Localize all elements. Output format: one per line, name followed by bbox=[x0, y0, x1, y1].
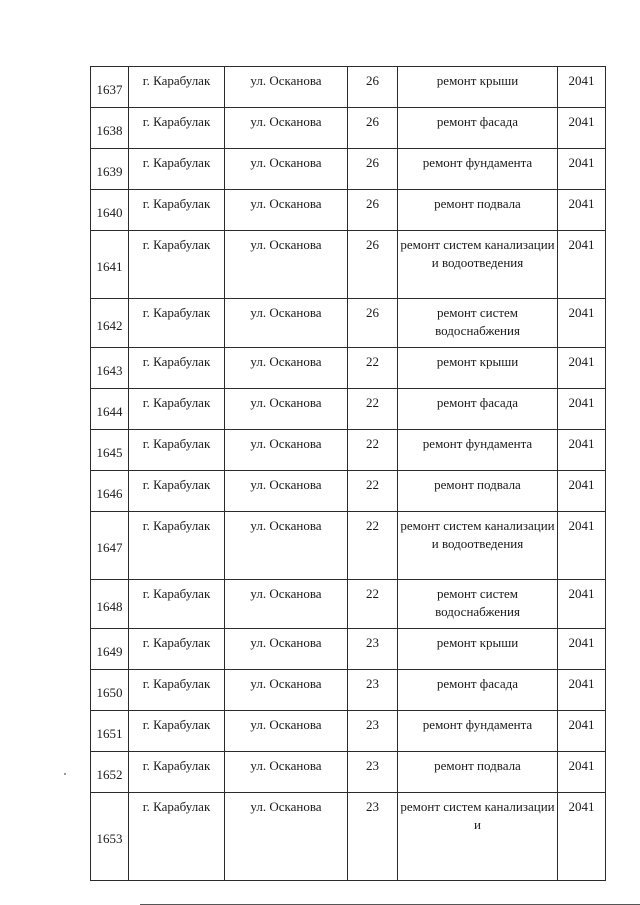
row-number-cell bbox=[91, 629, 129, 670]
year-cell bbox=[558, 299, 606, 348]
table-row bbox=[91, 149, 606, 190]
street-cell bbox=[225, 752, 348, 793]
row-number-cell bbox=[91, 471, 129, 512]
year-cell bbox=[558, 108, 606, 149]
street-cell bbox=[225, 580, 348, 629]
row-number-cell-text: 1640 bbox=[96, 204, 123, 220]
repair-type-cell-text: ремонт систем водоснабжения bbox=[435, 305, 520, 338]
repair-type-cell-text: ремонт фундамента bbox=[422, 155, 533, 170]
house-number-cell bbox=[348, 430, 398, 471]
street-cell-text: ул. Осканова bbox=[250, 676, 322, 691]
row-number-cell-text: 1649 bbox=[96, 643, 123, 659]
street-cell bbox=[225, 231, 348, 299]
row-number-cell-text: 1650 bbox=[96, 684, 123, 700]
row-number-cell bbox=[91, 670, 129, 711]
year-cell-text: 2041 bbox=[568, 73, 595, 88]
table-row bbox=[91, 231, 606, 299]
house-number-cell bbox=[348, 190, 398, 231]
row-number-cell bbox=[91, 108, 129, 149]
row-number-cell bbox=[91, 348, 129, 389]
year-cell-text: 2041 bbox=[568, 717, 595, 732]
house-number-cell-text: 22 bbox=[366, 477, 379, 492]
row-number-cell bbox=[91, 299, 129, 348]
city-cell bbox=[129, 471, 225, 512]
row-number-cell-text: 1651 bbox=[96, 725, 123, 741]
repair-type-cell bbox=[398, 348, 558, 389]
street-cell bbox=[225, 670, 348, 711]
repair-type-cell-text: ремонт фасада bbox=[436, 395, 519, 410]
table-row bbox=[91, 299, 606, 348]
row-number-cell bbox=[91, 512, 129, 580]
row-number-cell-text: 1639 bbox=[96, 163, 123, 179]
row-number-cell bbox=[91, 580, 129, 629]
table-row bbox=[91, 190, 606, 231]
street-cell-text: ул. Осканова bbox=[250, 155, 322, 170]
year-cell bbox=[558, 231, 606, 299]
street-cell bbox=[225, 629, 348, 670]
row-number-cell bbox=[91, 752, 129, 793]
year-cell bbox=[558, 711, 606, 752]
city-cell-text: г. Карабулак bbox=[142, 237, 211, 252]
row-number-cell-text: 1642 bbox=[96, 317, 123, 333]
city-cell-text: г. Карабулак bbox=[142, 155, 211, 170]
table-row bbox=[91, 471, 606, 512]
repair-type-cell bbox=[398, 580, 558, 629]
house-number-cell-text: 26 bbox=[366, 305, 379, 320]
year-cell bbox=[558, 430, 606, 471]
street-cell-text: ул. Осканова bbox=[250, 395, 322, 410]
repair-type-cell-text: ремонт систем канализации и водоотведения bbox=[400, 237, 555, 270]
street-cell bbox=[225, 471, 348, 512]
repair-type-cell-text: ремонт крыши bbox=[436, 635, 519, 650]
year-cell-text: 2041 bbox=[568, 758, 595, 773]
street-cell bbox=[225, 299, 348, 348]
house-number-cell bbox=[348, 752, 398, 793]
row-number-cell bbox=[91, 793, 129, 881]
year-cell-text: 2041 bbox=[568, 477, 595, 492]
year-cell bbox=[558, 629, 606, 670]
year-cell-text: 2041 bbox=[568, 635, 595, 650]
city-cell bbox=[129, 793, 225, 881]
repair-type-cell-text: ремонт систем канализации и водоотведения bbox=[400, 518, 555, 551]
repair-type-cell-text: ремонт систем канализации и bbox=[400, 799, 555, 832]
table-row bbox=[91, 629, 606, 670]
repair-type-cell bbox=[398, 67, 558, 108]
repair-type-cell-text: ремонт подвала bbox=[434, 477, 521, 492]
city-cell bbox=[129, 580, 225, 629]
city-cell-text: г. Карабулак bbox=[142, 436, 211, 451]
city-cell-text: г. Карабулак bbox=[142, 758, 211, 773]
year-cell bbox=[558, 512, 606, 580]
city-cell bbox=[129, 670, 225, 711]
year-cell bbox=[558, 67, 606, 108]
table-row bbox=[91, 711, 606, 752]
repair-type-cell bbox=[398, 108, 558, 149]
street-cell-text: ул. Осканова bbox=[250, 237, 322, 252]
city-cell bbox=[129, 512, 225, 580]
year-cell bbox=[558, 348, 606, 389]
city-cell bbox=[129, 629, 225, 670]
year-cell bbox=[558, 471, 606, 512]
street-cell-text: ул. Осканова bbox=[250, 477, 322, 492]
street-cell bbox=[225, 67, 348, 108]
city-cell-text: г. Карабулак bbox=[142, 305, 211, 320]
repair-type-cell bbox=[398, 752, 558, 793]
city-cell-text: г. Карабулак bbox=[142, 799, 211, 814]
table-row bbox=[91, 348, 606, 389]
row-number-cell bbox=[91, 711, 129, 752]
repair-type-cell-text: ремонт фасада bbox=[436, 676, 519, 691]
year-cell-text: 2041 bbox=[568, 237, 595, 252]
city-cell bbox=[129, 299, 225, 348]
year-cell-text: 2041 bbox=[568, 114, 595, 129]
year-cell bbox=[558, 580, 606, 629]
year-cell bbox=[558, 793, 606, 881]
table-row bbox=[91, 512, 606, 580]
year-cell bbox=[558, 752, 606, 793]
house-number-cell-text: 22 bbox=[366, 436, 379, 451]
year-cell-text: 2041 bbox=[568, 395, 595, 410]
repair-type-cell-text: ремонт фундамента bbox=[422, 717, 533, 732]
table-row bbox=[91, 793, 606, 881]
street-cell-text: ул. Осканова bbox=[250, 114, 322, 129]
street-cell-text: ул. Осканова bbox=[250, 586, 322, 601]
house-number-cell bbox=[348, 299, 398, 348]
house-number-cell bbox=[348, 67, 398, 108]
house-number-cell bbox=[348, 793, 398, 881]
street-cell bbox=[225, 389, 348, 430]
house-number-cell-text: 23 bbox=[366, 799, 379, 814]
row-number-cell-text: 1641 bbox=[96, 259, 123, 274]
house-number-cell-text: 22 bbox=[366, 354, 379, 369]
year-cell-text: 2041 bbox=[568, 155, 595, 170]
year-cell-text: 2041 bbox=[568, 676, 595, 691]
street-cell bbox=[225, 430, 348, 471]
repair-type-cell bbox=[398, 430, 558, 471]
street-cell bbox=[225, 108, 348, 149]
year-cell bbox=[558, 389, 606, 430]
year-cell bbox=[558, 670, 606, 711]
row-number-cell-text: 1638 bbox=[96, 122, 123, 138]
table-row bbox=[91, 67, 606, 108]
year-cell-text: 2041 bbox=[568, 799, 595, 814]
repair-type-cell-text: ремонт фундамента bbox=[422, 436, 533, 451]
street-cell-text: ул. Осканова bbox=[250, 305, 322, 320]
house-number-cell bbox=[348, 512, 398, 580]
street-cell-text: ул. Осканова bbox=[250, 354, 322, 369]
row-number-cell bbox=[91, 149, 129, 190]
house-number-cell-text: 22 bbox=[366, 586, 379, 601]
row-number-cell-text: 1637 bbox=[96, 81, 123, 97]
street-cell bbox=[225, 711, 348, 752]
row-number-cell-text: 1648 bbox=[96, 598, 123, 614]
year-cell-text: 2041 bbox=[568, 196, 595, 211]
row-number-cell bbox=[91, 389, 129, 430]
year-cell-text: 2041 bbox=[568, 354, 595, 369]
house-number-cell bbox=[348, 149, 398, 190]
repair-type-cell-text: ремонт крыши bbox=[436, 73, 519, 88]
table-row bbox=[91, 108, 606, 149]
table-row bbox=[91, 670, 606, 711]
city-cell-text: г. Карабулак bbox=[142, 395, 211, 410]
year-cell-text: 2041 bbox=[568, 436, 595, 451]
row-number-cell-text: 1652 bbox=[96, 766, 123, 782]
repair-type-cell bbox=[398, 471, 558, 512]
city-cell bbox=[129, 190, 225, 231]
city-cell-text: г. Карабулак bbox=[142, 717, 211, 732]
house-number-cell-text: 22 bbox=[366, 518, 379, 533]
street-cell-text: ул. Осканова bbox=[250, 717, 322, 732]
year-cell-text: 2041 bbox=[568, 586, 595, 601]
house-number-cell bbox=[348, 670, 398, 711]
street-cell-text: ул. Осканова bbox=[250, 758, 322, 773]
repair-type-cell bbox=[398, 670, 558, 711]
house-number-cell-text: 22 bbox=[366, 395, 379, 410]
city-cell bbox=[129, 711, 225, 752]
street-cell-text: ул. Осканова bbox=[250, 518, 322, 533]
table-body bbox=[91, 67, 606, 881]
repair-type-cell-text: ремонт систем водоснабжения bbox=[435, 586, 520, 619]
row-number-cell-text: 1645 bbox=[96, 444, 123, 460]
table-row bbox=[91, 580, 606, 629]
house-number-cell-text: 23 bbox=[366, 758, 379, 773]
house-number-cell bbox=[348, 348, 398, 389]
city-cell-text: г. Карабулак bbox=[142, 114, 211, 129]
street-cell bbox=[225, 348, 348, 389]
house-number-cell bbox=[348, 580, 398, 629]
city-cell bbox=[129, 67, 225, 108]
house-number-cell bbox=[348, 629, 398, 670]
house-number-cell bbox=[348, 389, 398, 430]
row-number-cell-text: 1643 bbox=[96, 362, 123, 378]
city-cell-text: г. Карабулак bbox=[142, 518, 211, 533]
year-cell bbox=[558, 149, 606, 190]
repair-type-cell bbox=[398, 190, 558, 231]
house-number-cell bbox=[348, 711, 398, 752]
year-cell bbox=[558, 190, 606, 231]
house-number-cell-text: 26 bbox=[366, 196, 379, 211]
row-number-cell-text: 1644 bbox=[96, 403, 123, 419]
city-cell bbox=[129, 389, 225, 430]
city-cell-text: г. Карабулак bbox=[142, 586, 211, 601]
city-cell bbox=[129, 149, 225, 190]
repair-type-cell bbox=[398, 389, 558, 430]
city-cell-text: г. Карабулак bbox=[142, 635, 211, 650]
street-cell bbox=[225, 149, 348, 190]
repair-type-cell-text: ремонт подвала bbox=[434, 758, 521, 773]
repair-type-cell bbox=[398, 231, 558, 299]
street-cell-text: ул. Осканова bbox=[250, 196, 322, 211]
city-cell-text: г. Карабулак bbox=[142, 477, 211, 492]
year-cell-text: 2041 bbox=[568, 305, 595, 320]
house-number-cell bbox=[348, 231, 398, 299]
table-row bbox=[91, 389, 606, 430]
city-cell-text: г. Карабулак bbox=[142, 196, 211, 211]
city-cell bbox=[129, 348, 225, 389]
repair-type-cell bbox=[398, 512, 558, 580]
house-number-cell-text: 23 bbox=[366, 635, 379, 650]
house-number-cell-text: 26 bbox=[366, 155, 379, 170]
repair-type-cell-text: ремонт подвала bbox=[434, 196, 521, 211]
city-cell-text: г. Карабулак bbox=[142, 354, 211, 369]
street-cell bbox=[225, 190, 348, 231]
city-cell-text: г. Карабулак bbox=[142, 676, 211, 691]
table-row bbox=[91, 430, 606, 471]
street-cell bbox=[225, 793, 348, 881]
house-number-cell-text: 26 bbox=[366, 73, 379, 88]
margin-mark bbox=[64, 773, 66, 775]
row-number-cell bbox=[91, 67, 129, 108]
row-number-cell bbox=[91, 190, 129, 231]
repair-type-cell bbox=[398, 299, 558, 348]
repair-type-cell bbox=[398, 629, 558, 670]
row-number-cell-text: 1647 bbox=[96, 540, 123, 555]
repair-type-cell bbox=[398, 711, 558, 752]
house-number-cell bbox=[348, 471, 398, 512]
row-number-cell-text: 1646 bbox=[96, 485, 123, 501]
year-cell-text: 2041 bbox=[568, 518, 595, 533]
street-cell bbox=[225, 512, 348, 580]
row-number-cell bbox=[91, 430, 129, 471]
street-cell-text: ул. Осканова bbox=[250, 73, 322, 88]
city-cell-text: г. Карабулак bbox=[142, 73, 211, 88]
house-number-cell-text: 23 bbox=[366, 676, 379, 691]
street-cell-text: ул. Осканова bbox=[250, 799, 322, 814]
street-cell-text: ул. Осканова bbox=[250, 635, 322, 650]
city-cell bbox=[129, 231, 225, 299]
house-number-cell bbox=[348, 108, 398, 149]
repair-type-cell-text: ремонт крыши bbox=[436, 354, 519, 369]
repair-type-cell bbox=[398, 149, 558, 190]
housing-repair-table bbox=[90, 66, 606, 881]
house-number-cell-text: 26 bbox=[366, 114, 379, 129]
row-number-cell-text: 1653 bbox=[96, 831, 123, 846]
row-number-cell bbox=[91, 231, 129, 299]
table-row bbox=[91, 752, 606, 793]
house-number-cell-text: 26 bbox=[366, 237, 379, 252]
street-cell-text: ул. Осканова bbox=[250, 436, 322, 451]
repair-type-cell-text: ремонт фасада bbox=[436, 114, 519, 129]
repair-type-cell bbox=[398, 793, 558, 881]
city-cell bbox=[129, 752, 225, 793]
house-number-cell-text: 23 bbox=[366, 717, 379, 732]
city-cell bbox=[129, 430, 225, 471]
city-cell bbox=[129, 108, 225, 149]
